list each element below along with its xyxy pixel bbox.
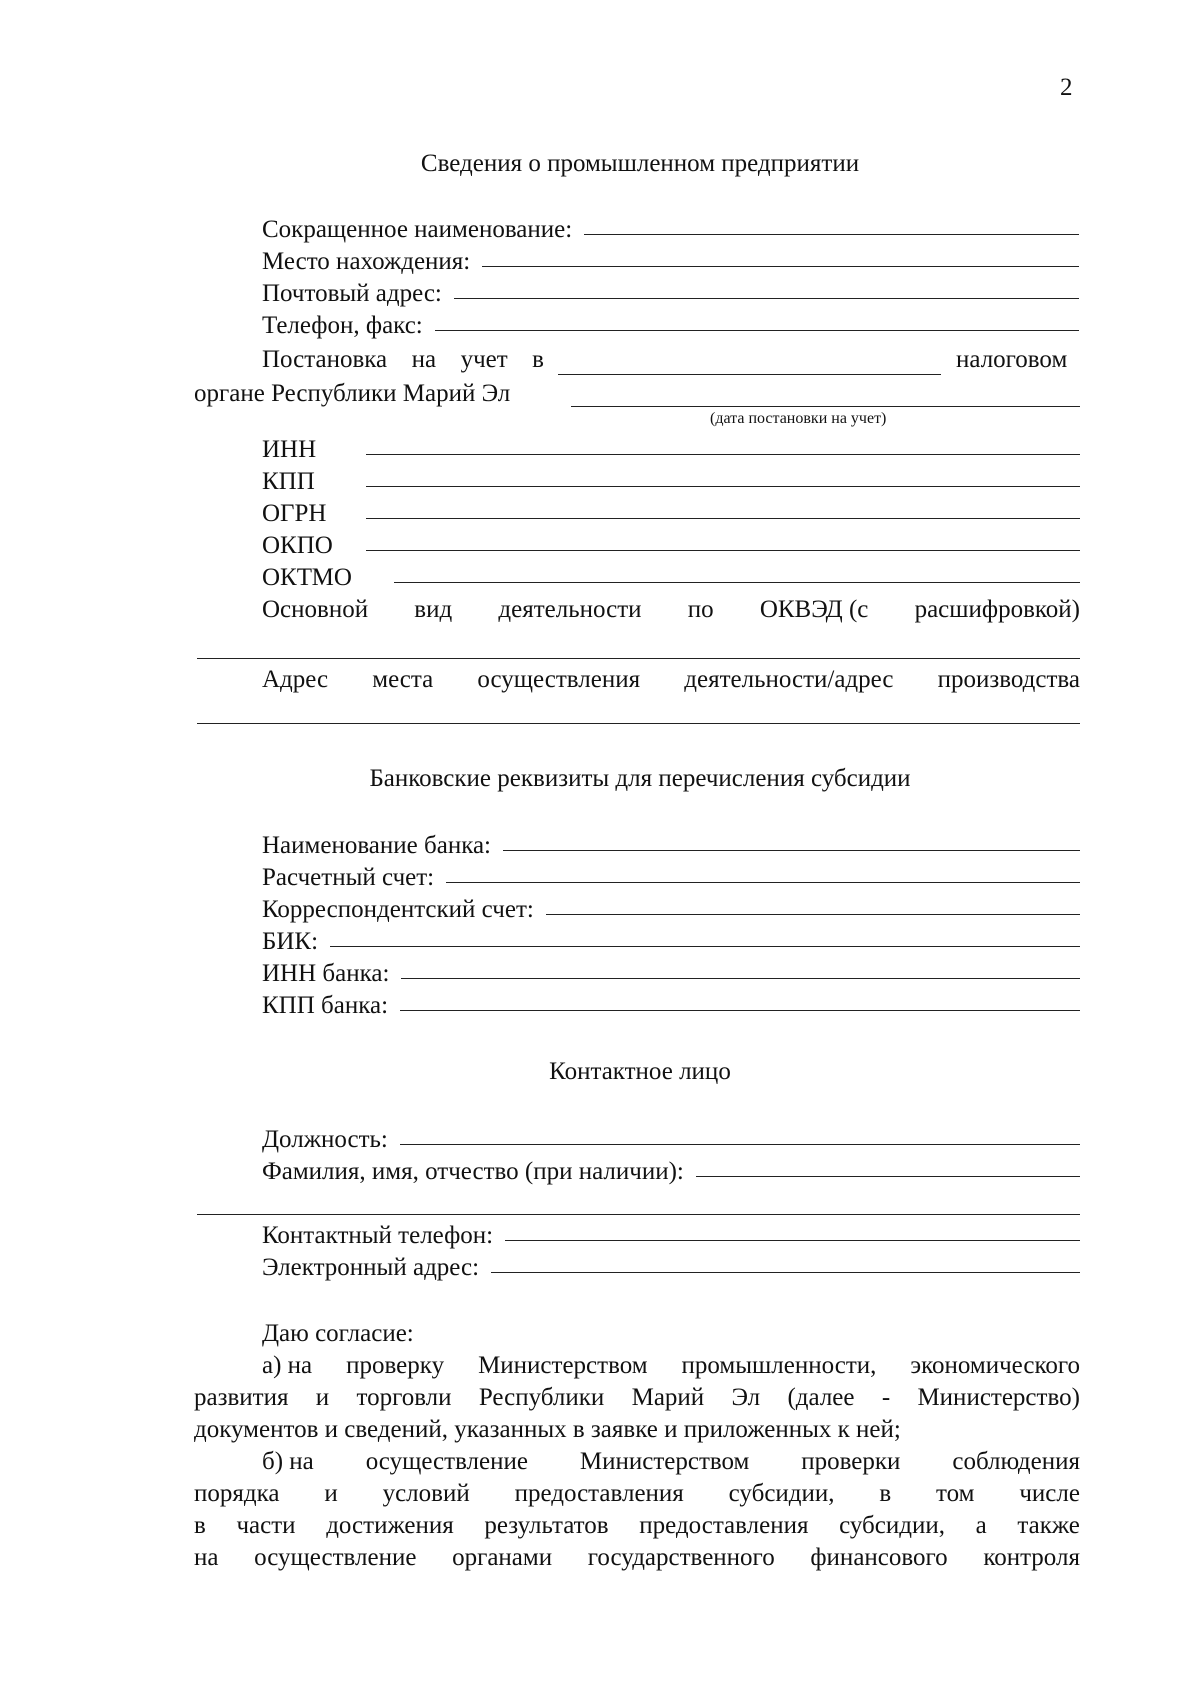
consent-b-line2: [194, 1480, 1080, 1508]
field-label: Корреспондентский счет:: [262, 896, 534, 923]
fill-line[interactable]: [394, 582, 1080, 583]
field-label: КПП банка:: [262, 992, 389, 1019]
word: Адрес: [262, 666, 329, 693]
field-okpo: [262, 532, 1080, 560]
field-label: Наименование банка:: [262, 832, 492, 859]
fill-line[interactable]: [454, 298, 1079, 299]
word: субсидии,: [839, 1512, 945, 1539]
word: вид: [414, 596, 453, 623]
word: производства: [937, 666, 1080, 693]
word: в: [194, 1512, 206, 1539]
word: Министерством: [579, 1448, 750, 1475]
word: предоставления: [639, 1512, 809, 1539]
field-label: ИНН: [262, 436, 317, 463]
fill-line[interactable]: [400, 1144, 1080, 1145]
fill-line[interactable]: [503, 850, 1080, 851]
field-contact-phone: [262, 1222, 1080, 1250]
word: места: [372, 666, 434, 693]
field-postal-address: [262, 280, 1079, 308]
word: числе: [1019, 1480, 1080, 1507]
word: результатов: [484, 1512, 609, 1539]
field-label: ОКТМО: [262, 564, 352, 591]
word: Марий: [631, 1384, 705, 1411]
word: расшифровкой): [914, 596, 1080, 623]
registration-date-line[interactable]: [571, 406, 1080, 407]
word: Основной: [262, 596, 369, 623]
word: (далее: [787, 1384, 855, 1411]
consent-intro: Даю согласие:: [262, 1320, 414, 1347]
word: Эл: [731, 1384, 761, 1411]
fill-line[interactable]: [366, 454, 1080, 455]
word: проверки: [801, 1448, 901, 1475]
field-email: [262, 1254, 1080, 1282]
tax-authority-line[interactable]: [558, 374, 941, 375]
word: -: [881, 1384, 891, 1411]
field-label: Сокращенное наименование:: [262, 216, 573, 243]
section-title-contact: Контактное лицо: [549, 1058, 731, 1085]
tax-registration-label: [262, 346, 544, 374]
field-ogrn: [262, 500, 1080, 528]
field-position: [262, 1126, 1080, 1154]
fill-line[interactable]: [584, 234, 1079, 235]
field-label: БИК:: [262, 928, 319, 955]
word: государственного: [587, 1544, 775, 1571]
word: субсидии,: [728, 1480, 835, 1507]
word: органами: [452, 1544, 553, 1571]
field-label: Место нахождения:: [262, 248, 471, 275]
fill-line[interactable]: [330, 946, 1080, 947]
field-label: Почтовый адрес:: [262, 280, 442, 307]
word: Постановка: [262, 346, 388, 373]
consent-a-line2: [194, 1384, 1080, 1412]
word: порядка: [194, 1480, 280, 1507]
tax-registration-line2: органе Республики Марий Эл: [194, 380, 511, 407]
activity-address-line[interactable]: [197, 723, 1080, 724]
field-full-name: [262, 1158, 1080, 1186]
field-label: Электронный адрес:: [262, 1254, 480, 1281]
word: том: [936, 1480, 975, 1507]
word: осуществление: [254, 1544, 417, 1571]
word: ОКВЭД (с: [759, 596, 869, 623]
word: деятельности/адрес: [684, 666, 894, 693]
fill-line[interactable]: [366, 486, 1080, 487]
word: экономического: [910, 1352, 1080, 1379]
consent-a-line3: документов и сведений, указанных в заявке и приложенных к ней;: [194, 1416, 901, 1443]
section-title-enterprise: Сведения о промышленном предприятии: [420, 150, 860, 177]
field-label: КПП: [262, 468, 315, 495]
word: Министерством: [478, 1352, 648, 1379]
word: предоставления: [514, 1480, 684, 1507]
consent-b-line4: [194, 1544, 1080, 1572]
field-bank-name: [262, 832, 1080, 860]
word: в: [879, 1480, 892, 1507]
fill-line[interactable]: [446, 882, 1080, 883]
consent-b-line1: [262, 1448, 1080, 1476]
word: также: [1017, 1512, 1080, 1539]
word: по: [687, 596, 714, 623]
page-number: 2: [1060, 74, 1073, 101]
activity-address-label: [262, 666, 1080, 694]
word: финансового: [810, 1544, 948, 1571]
word: а) на: [262, 1352, 313, 1379]
field-inn: [262, 436, 1080, 464]
field-label: Расчетный счет:: [262, 864, 435, 891]
field-kpp: [262, 468, 1080, 496]
field-label: Должность:: [262, 1126, 388, 1153]
okved-line[interactable]: [197, 658, 1080, 659]
word: и: [324, 1480, 338, 1507]
field-label: ОКПО: [262, 532, 333, 559]
fill-line[interactable]: [400, 1010, 1080, 1011]
consent-a-line1: [262, 1352, 1080, 1380]
word: в: [532, 346, 544, 373]
okved-label: [262, 596, 1080, 624]
fill-line[interactable]: [546, 914, 1080, 915]
fill-line[interactable]: [482, 266, 1079, 267]
field-short-name: [262, 216, 1079, 244]
fill-line[interactable]: [696, 1176, 1080, 1177]
fill-line[interactable]: [366, 550, 1080, 551]
word: части: [236, 1512, 296, 1539]
field-account: [262, 864, 1080, 892]
section-title-bank: Банковские реквизиты для перечисления субсидии: [369, 765, 911, 792]
word: соблюдения: [952, 1448, 1080, 1475]
word: условий: [382, 1480, 470, 1507]
word: Министерство): [917, 1384, 1080, 1411]
tax-registration-end: налоговом: [956, 346, 1068, 373]
word: и: [315, 1384, 330, 1411]
field-oktmo: [262, 564, 1080, 592]
word: учет: [460, 346, 508, 373]
word: на: [411, 346, 437, 373]
field-label: ОГРН: [262, 500, 327, 527]
field-bik: [262, 928, 1080, 956]
word: торговли: [356, 1384, 452, 1411]
word: промышленности,: [681, 1352, 877, 1379]
fill-line[interactable]: [401, 978, 1080, 979]
field-bank-kpp: [262, 992, 1080, 1020]
word: Республики: [478, 1384, 605, 1411]
field-bank-inn: [262, 960, 1080, 988]
word: а: [975, 1512, 987, 1539]
consent-b-line3: [194, 1512, 1080, 1540]
field-phone-fax: [262, 312, 1079, 340]
date-hint: (дата постановки на учет): [710, 410, 887, 427]
word: б) на: [262, 1448, 314, 1475]
full-name-line2[interactable]: [197, 1214, 1080, 1215]
field-label: Контактный телефон:: [262, 1222, 494, 1249]
word: развития: [194, 1384, 289, 1411]
fill-line[interactable]: [491, 1272, 1080, 1273]
word: проверку: [346, 1352, 445, 1379]
word: контроля: [983, 1544, 1080, 1571]
word: достижения: [326, 1512, 454, 1539]
fill-line[interactable]: [435, 330, 1079, 331]
field-label: Фамилия, имя, отчество (при наличии):: [262, 1158, 684, 1185]
word: осуществление: [365, 1448, 528, 1475]
field-corr-account: [262, 896, 1080, 924]
field-location: [262, 248, 1079, 276]
fill-line[interactable]: [366, 518, 1080, 519]
word: на: [194, 1544, 219, 1571]
field-label: ИНН банка:: [262, 960, 390, 987]
word: осуществления: [477, 666, 641, 693]
word: деятельности: [498, 596, 642, 623]
fill-line[interactable]: [505, 1240, 1080, 1241]
field-label: Телефон, факс:: [262, 312, 423, 339]
